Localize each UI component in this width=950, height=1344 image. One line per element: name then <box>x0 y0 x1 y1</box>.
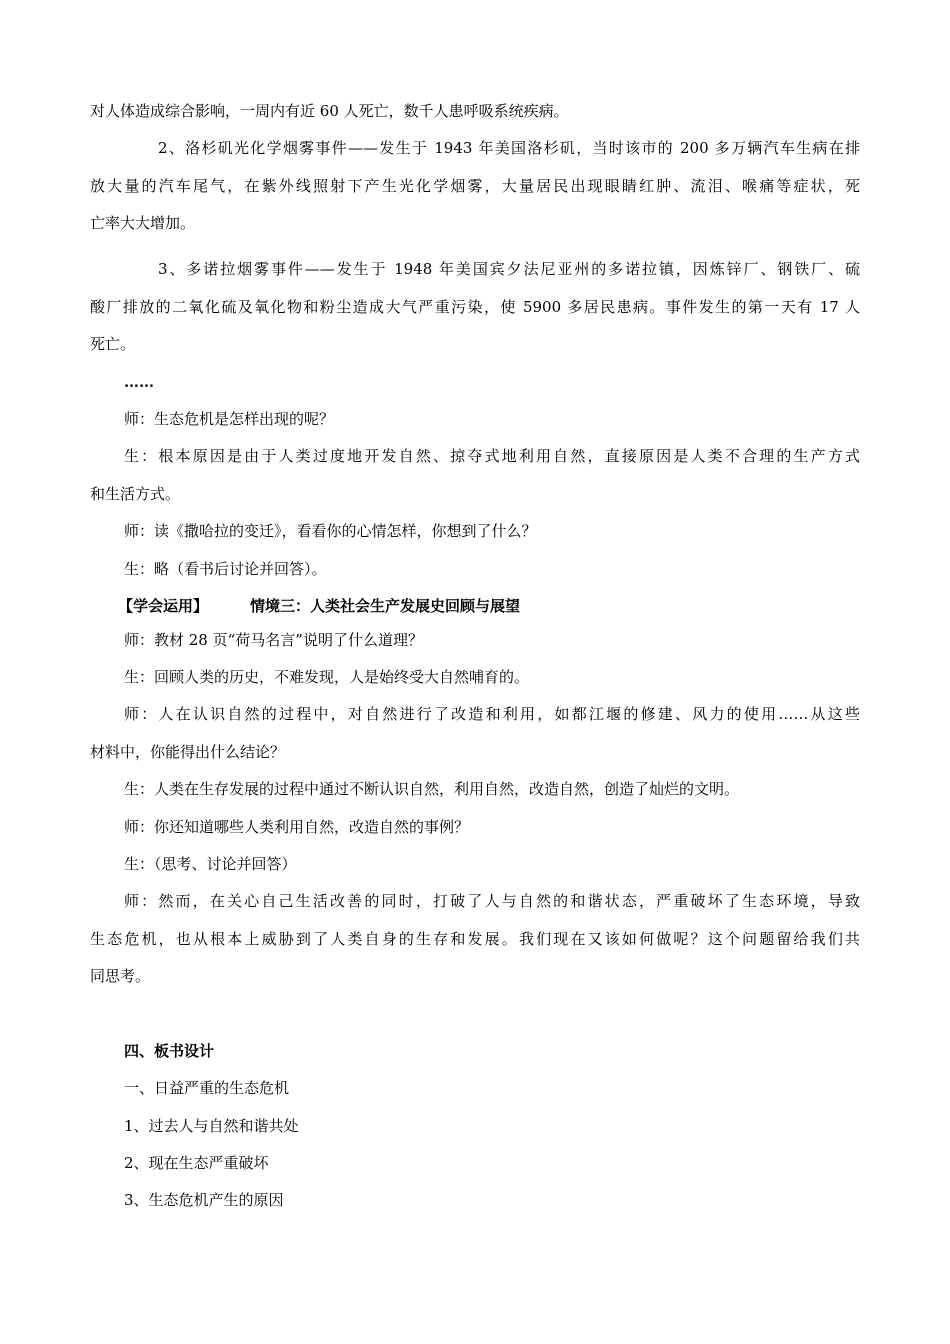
dialogue-line: 师：教材 28 页“荷马名言”说明了什么道理？ <box>124 631 423 649</box>
dialogue-line: 师：生态危机是怎样出现的呢？ <box>124 410 335 428</box>
dialogue-line: 生：根本原因是由于人类过度地开发自然、掠夺式地利用自然，直接原因是人类不合理的生产方式 <box>124 447 860 465</box>
dialogue-line: 材料中，你能得出什么结论？ <box>90 743 286 761</box>
dialogue-line: 师：读《撒哈拉的变迁》，看看你的心情怎样，你想到了什么？ <box>124 522 537 540</box>
dialogue-line: 生：略（看书后讨论并回答）。 <box>124 560 327 578</box>
dialogue-line: 师：人在认识自然的过程中，对自然进行了改造和利用，如都江堰的修建、风力的使用……从这些 <box>124 705 860 723</box>
section-title: 情境三：人类社会生产发展史回顾与展望 <box>250 597 521 615</box>
board-item: 1、过去人与自然和谐共处 <box>124 1117 299 1135</box>
dialogue-line: 同思考。 <box>90 967 151 985</box>
board-item: 2、现在生态严重破坏 <box>124 1154 269 1172</box>
dialogue-line: 师：你还知道哪些人类利用自然，改造自然的事例？ <box>124 818 470 836</box>
board-item: 一、日益严重的生态危机 <box>124 1079 290 1097</box>
dialogue-line: 和生活方式。 <box>90 485 181 503</box>
paragraph-line: 3、多诺拉烟雾事件——发生于 1948 年美国宾夕法尼亚州的多诺拉镇，因炼锌厂、钢铁厂、硫 <box>158 260 860 278</box>
section-heading <box>118 596 854 616</box>
paragraph-line: 2、洛杉矶光化学烟雾事件——发生于 1943 年美国洛杉矶，当时该市的 200 多万辆汽车生病在排 <box>158 139 860 157</box>
paragraph-line: 亡率大大增加。 <box>90 214 196 232</box>
paragraph-line: 酸厂排放的二氧化硫及氧化物和粉尘造成大气严重污染，使 5900 多居民患病。事件发生的第一天有 17 人 <box>90 298 860 316</box>
board-design-heading: 四、板书设计 <box>124 1042 215 1060</box>
paragraph-line: 放大量的汽车尾气，在紫外线照射下产生光化学烟雾，大量居民出现眼睛红肿、流泪、喉痛等症状，死 <box>90 177 860 195</box>
board-item: 3、生态危机产生的原因 <box>124 1191 284 1209</box>
dialogue-line: 生：人类在生存发展的过程中通过不断认识自然，利用自然，改造自然，创造了灿烂的文明。 <box>124 780 740 798</box>
paragraph-line: 死亡。 <box>90 335 136 353</box>
dialogue-line: 师：然而，在关心自己生活改善的同时，打破了人与自然的和谐状态，严重破坏了生态环境，导致 <box>124 892 860 910</box>
ellipsis-line: …… <box>124 373 154 391</box>
dialogue-line: 生态危机，也从根本上威胁到了人类自身的生存和发展。我们现在又该如何做呢？这个问题留给我们共 <box>90 930 860 948</box>
section-tag: 【学会运用】 <box>118 597 209 615</box>
dialogue-line: 生：（思考、讨论并回答） <box>124 855 297 873</box>
paragraph-line: 对人体造成综合影响，一周内有近 60 人死亡，数千人患呼吸系统疾病。 <box>90 102 569 120</box>
dialogue-line: 生：回顾人类的历史，不难发现，人是始终受大自然哺育的。 <box>124 668 530 686</box>
